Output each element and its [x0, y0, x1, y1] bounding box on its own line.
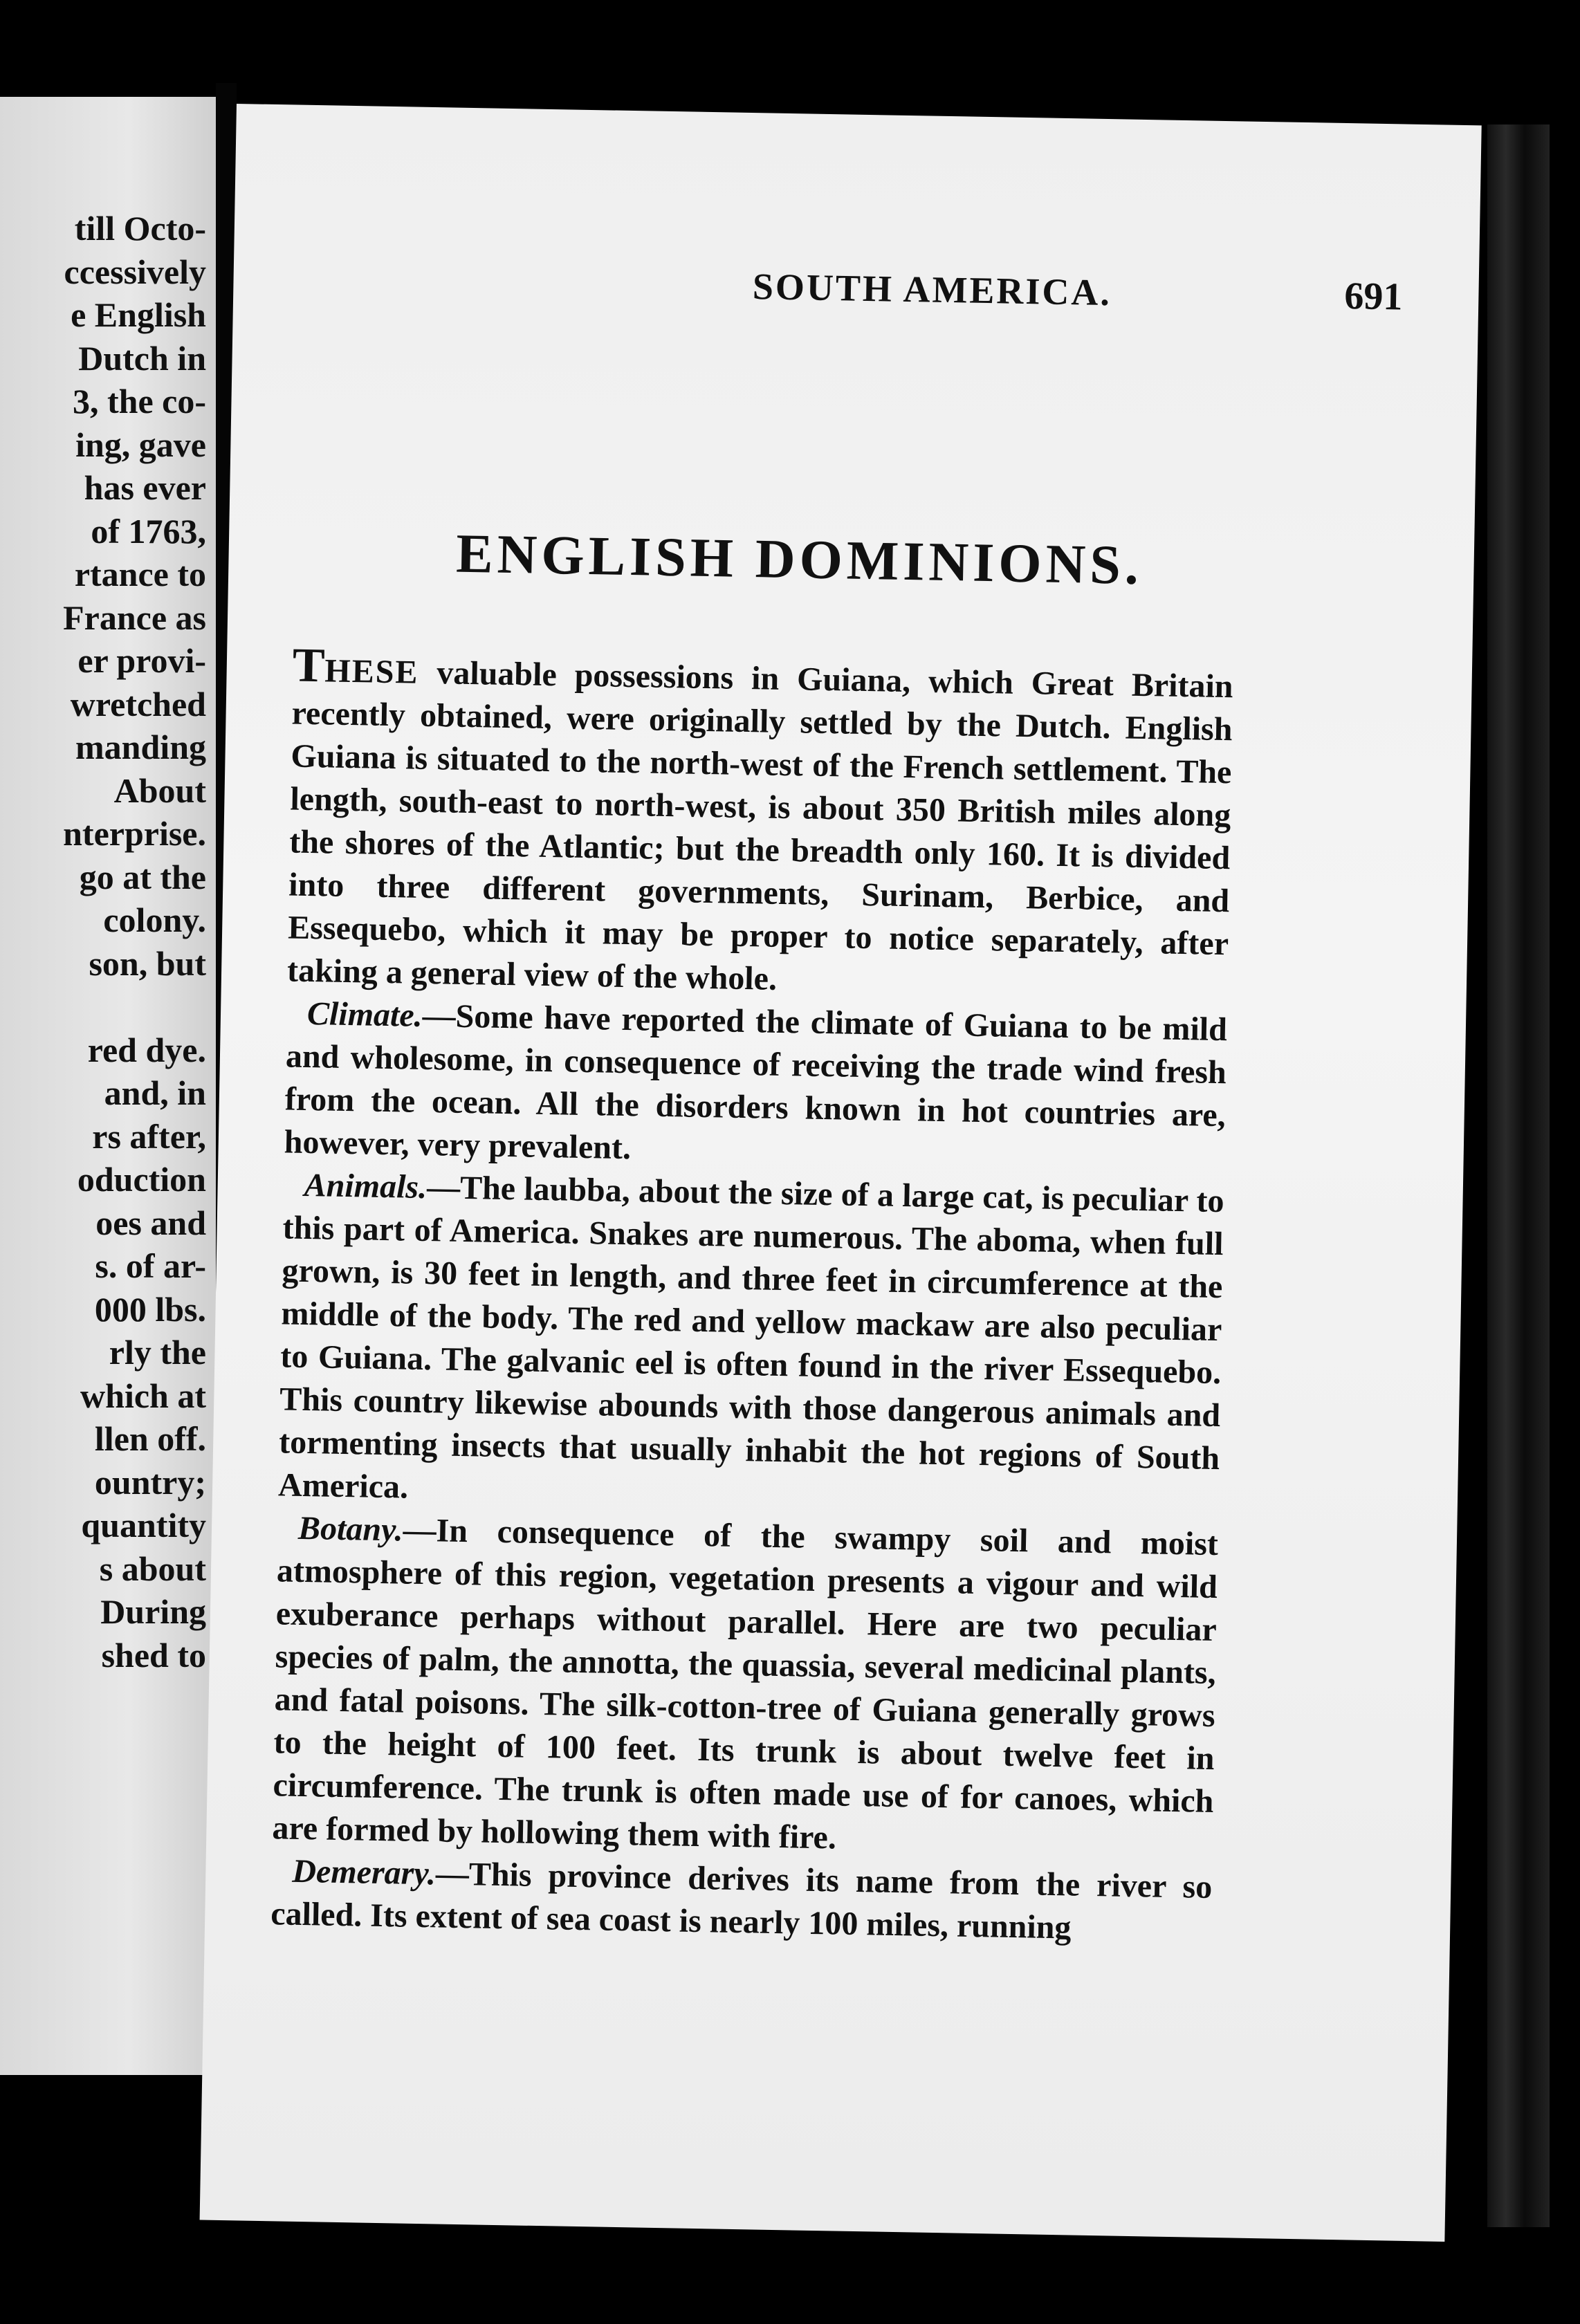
- intro-paragraph: [286, 638, 1234, 1009]
- body-text: [270, 638, 1233, 1952]
- facing-page-line: France as: [63, 598, 206, 637]
- facing-page-line: About: [113, 771, 206, 810]
- facing-page-line: rtance to: [74, 555, 206, 593]
- facing-page-line: During: [100, 1592, 206, 1631]
- facing-page-line: ccessively: [64, 252, 206, 291]
- animals-paragraph: [278, 1163, 1224, 1523]
- botany-text: —In consequence of the swampy soil and moist atmosphere of this region, vegetation presents a vigour and wild exuberance perhaps without parallel. Here are two peculiar species of palm, the annotta, the quassia, several medicinal plants, and fatal poisons. The silk-cotton-tree of Guiana generally grows to the height of 100 feet. Its trunk is about twelve feet in circumference. The trunk is often made use of for canoes, which are formed by hollowing them with fire.: [272, 1511, 1219, 1856]
- demerary-paragraph: [270, 1850, 1213, 1952]
- demerary-heading: Demerary.: [291, 1852, 437, 1892]
- facing-page-line: quantity: [81, 1506, 206, 1544]
- facing-page-line: e English: [71, 295, 206, 334]
- facing-page-line: s. of ar-: [95, 1246, 206, 1285]
- facing-page-line: oduction: [77, 1160, 206, 1199]
- facing-page-line: rs after,: [92, 1116, 206, 1156]
- facing-page-line: till Octo-: [74, 209, 206, 248]
- facing-page-line: Dutch in: [78, 338, 206, 378]
- facing-page-line: er provi-: [77, 641, 206, 680]
- facing-page-line: 000 lbs.: [94, 1289, 206, 1329]
- facing-page-line: of 1763,: [91, 511, 206, 551]
- animals-heading: Animals.: [304, 1166, 428, 1206]
- climate-text: —Some have reported the climate of Guiana to be mild and wholesome, in consequence of receiving the trade wind fresh from the ocean. All the disorders known in hot countries are, however, very prevalent.: [284, 997, 1228, 1167]
- botany-heading: Botany.: [297, 1509, 404, 1549]
- facing-page-line: manding: [75, 728, 206, 766]
- facing-page-line: and, in: [104, 1073, 206, 1112]
- intro-caps: HESE: [324, 652, 419, 691]
- running-head: SOUTH AMERICA.: [752, 266, 1112, 314]
- demerary-text: —This province derives its name from the river so called. Its extent of sea coast is nearly 100 miles, running: [270, 1855, 1213, 1946]
- facing-page-line: 3, the co-: [73, 382, 206, 421]
- intro-text: valuable possessions in Guiana, which Great Britain recently obtained, were originally settled by the Dutch. English Guiana is situated to the north-west of the French settlement. The length, south-east to north-west, is about 350 British miles along the shores of the Atlantic; but the breadth only 160. It is divided into three different governments, Surinam, Berbice, and Essequebo, which it may be proper to notice separately, after taking a general view of the whole.: [286, 654, 1233, 997]
- facing-page-line: ountry;: [94, 1462, 206, 1502]
- animals-text: —The laubba, about the size of a large cat, is peculiar to this part of America. Snakes are numerous. The aboma, when full grown, is 30 feet in length, and three feet in circumference at the middle of the body. The red and yellow mackaw are also peculiar to Guiana. The galvanic eel is often found in the river Essequebo. This country likewise abounds with those dangerous animals and tormenting insects that usually inhabit the hot regions of South America.: [277, 1169, 1224, 1506]
- facing-page-line: llen off.: [94, 1419, 206, 1458]
- facing-page-line: go at the: [79, 857, 206, 896]
- facing-page-line: nterprise.: [63, 814, 206, 853]
- facing-page-line: ing, gave: [75, 425, 206, 464]
- drop-cap: T: [292, 638, 326, 693]
- facing-page-line: son, but: [89, 943, 206, 983]
- page-number: 691: [1343, 274, 1403, 319]
- book-page: [200, 104, 1482, 2242]
- facing-page-line: s about: [99, 1549, 206, 1588]
- facing-page-line: which at: [80, 1376, 206, 1415]
- facing-page-line: oes and: [95, 1203, 206, 1242]
- botany-paragraph: [272, 1506, 1218, 1866]
- facing-page-line: colony.: [103, 901, 206, 939]
- facing-page-line: rly the: [109, 1333, 206, 1372]
- page-edge: [1487, 124, 1550, 2227]
- facing-page-line: has ever: [84, 468, 206, 507]
- facing-page: [0, 97, 216, 2075]
- facing-page-line: wretched: [70, 684, 206, 723]
- climate-paragraph: [284, 992, 1227, 1180]
- facing-page-line: red dye.: [87, 1030, 206, 1069]
- facing-page-line: shed to: [101, 1635, 206, 1675]
- section-title: ENGLISH DOMINIONS.: [455, 523, 1143, 596]
- climate-heading: Climate.: [306, 995, 423, 1034]
